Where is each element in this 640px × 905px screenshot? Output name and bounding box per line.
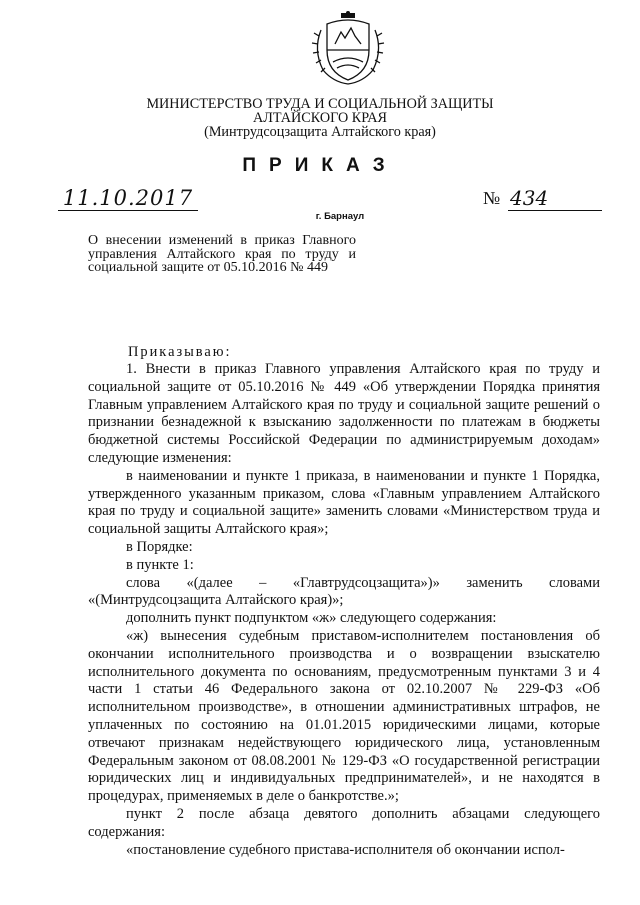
city: г. Барнаул [315, 211, 365, 222]
order-date: 11.10.2017 [58, 186, 198, 211]
body-paragraph: дополнить пункт подпунктом «ж» следующего содержания: [126, 610, 497, 627]
body-paragraph: 1. Внести в приказ Главного управления Алтайского края по труду и социальной защите от 05.10.2016 № 449 «Об утверждении Порядка принятия Главным управлением Алтайского края по труду и социальной защите решений о признании безнадежной к взысканию задолженности по платежам в бюджеты бюджетной системы Российской Федерации по администрируемым доходам» следующие изменения: [88, 361, 600, 466]
ministry-name-line1: МИНИСТЕРСТВО ТРУДА И СОЦИАЛЬНОЙ ЗАЩИТЫ [146, 96, 494, 112]
coat-of-arms-icon [305, 10, 391, 86]
ministry-short-name: (Минтрудсоцзащита Алтайского края) [204, 124, 436, 140]
order-body [88, 361, 600, 859]
body-paragraph: в наименовании и пункте 1 приказа, в наименовании и пункте 1 Порядка, утвержденного указанным приказом, слова «Главным управлением Алтайского края по труду и социальной защите» заменить словами «Министерством труда и социальной защиты Алтайского края»; [88, 467, 600, 538]
order-word: Приказываю: [128, 344, 232, 360]
order-number: 434 [508, 186, 602, 211]
body-paragraph: в пункте 1: [126, 556, 194, 573]
body-paragraph: в Порядке: [126, 538, 193, 555]
body-paragraph: «постановление судебного пристава-исполнителя об окончании испол- [126, 841, 565, 858]
order-subject: О внесении изменений в приказ Главного управления Алтайского края по труду и социальной защите от 05.10.2016 № 449 [88, 233, 356, 275]
body-paragraph: пункт 2 после абзаца девятого дополнить абзацами следующего содержания: [88, 805, 600, 840]
body-paragraph: «ж) вынесения судебным приставом-исполнителем постановления об окончании исполнительного производства и о возвращении взыскателю исполнительного документа по основаниям, предусмотренным пунктами 3 и 4 части 1 статьи 46 Федерального закона от 02.10.2007 № 229-ФЗ «Об исполнительном производстве», в отношении административных штрафов, не уплаченных по состоянию на 01.01.2015 юридическими лицами, которые отвечают признакам недействующего юридического лица, установленным Федеральным законом от 08.08.2001 № 129-ФЗ «О государственной регистрации юридических лиц и индивидуальных предпринимателей», и не находятся в процедурах, применяемых в деле о банкротстве.»; [88, 627, 600, 805]
body-paragraph: слова «(далее – «Главтрудсоцзащита»)» заменить словами «(Минтрудсоцзащита Алтайского края)»; [88, 574, 600, 609]
document-title: ПРИКАЗ [242, 155, 398, 176]
ministry-name-line2: АЛТАЙСКОГО КРАЯ [252, 110, 388, 126]
number-label: № [483, 188, 501, 208]
